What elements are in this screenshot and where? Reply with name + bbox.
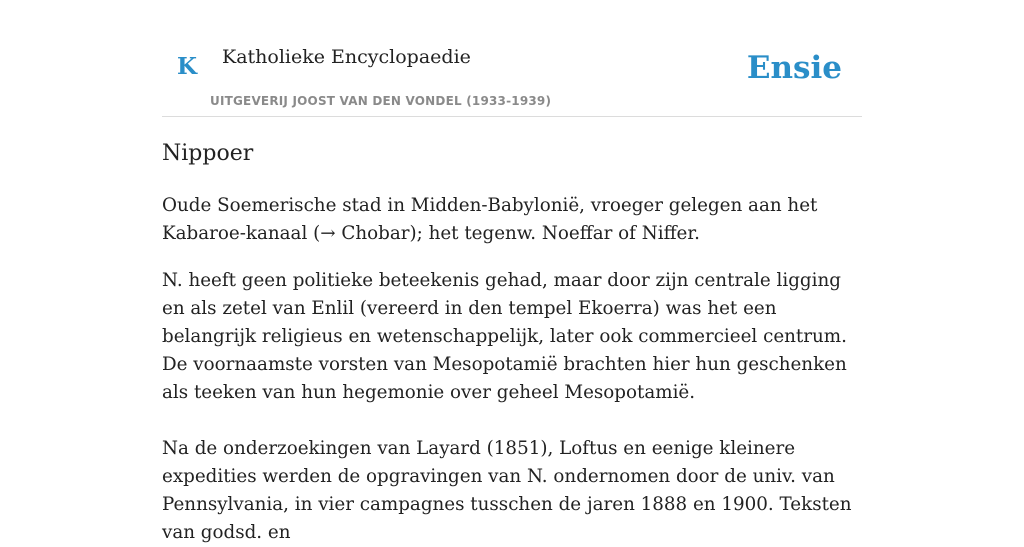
article-paragraph-1: Oude Soemerische stad in Midden-Babylonië, vroeger gelegen aan het Kabaroe-kanaal (→ Chobar); het tegenw. Noeffar of Niffer.: [162, 195, 818, 244]
logo-k-icon[interactable]: K: [177, 53, 197, 80]
publisher-label: UITGEVERIJ JOOST VAN DEN VONDEL (1933-1939): [210, 94, 552, 108]
article: [162, 137, 862, 547]
site-header: [162, 0, 862, 117]
ensie-brand-logo[interactable]: Ensie: [746, 50, 842, 86]
site-title[interactable]: Katholieke Encyclopaedie: [222, 46, 471, 68]
article-paragraph-2: N. heeft geen politieke beteekenis gehad, maar door zijn centrale ligging en als zetel van Enlil (vereerd in den tempel Ekoerra) was het een belangrijk religieus en wetenschappelijk, later ook commercieel centrum. De voornaamste vorsten van Mesopotamië brachten hier hun geschenken als teeken van hun hegemonie over geheel Mesopotamië.: [162, 270, 847, 403]
article-paragraph-3: Na de onderzoekingen van Layard (1851), Loftus en eenige kleinere expedities werden de opgravingen van N. ondernomen door de univ. van Pennsylvania, in vier campagnes tusschen de jaren 1888 en 1900. Teksten van godsd. en: [162, 438, 852, 543]
article-title: Nippoer: [162, 141, 254, 166]
